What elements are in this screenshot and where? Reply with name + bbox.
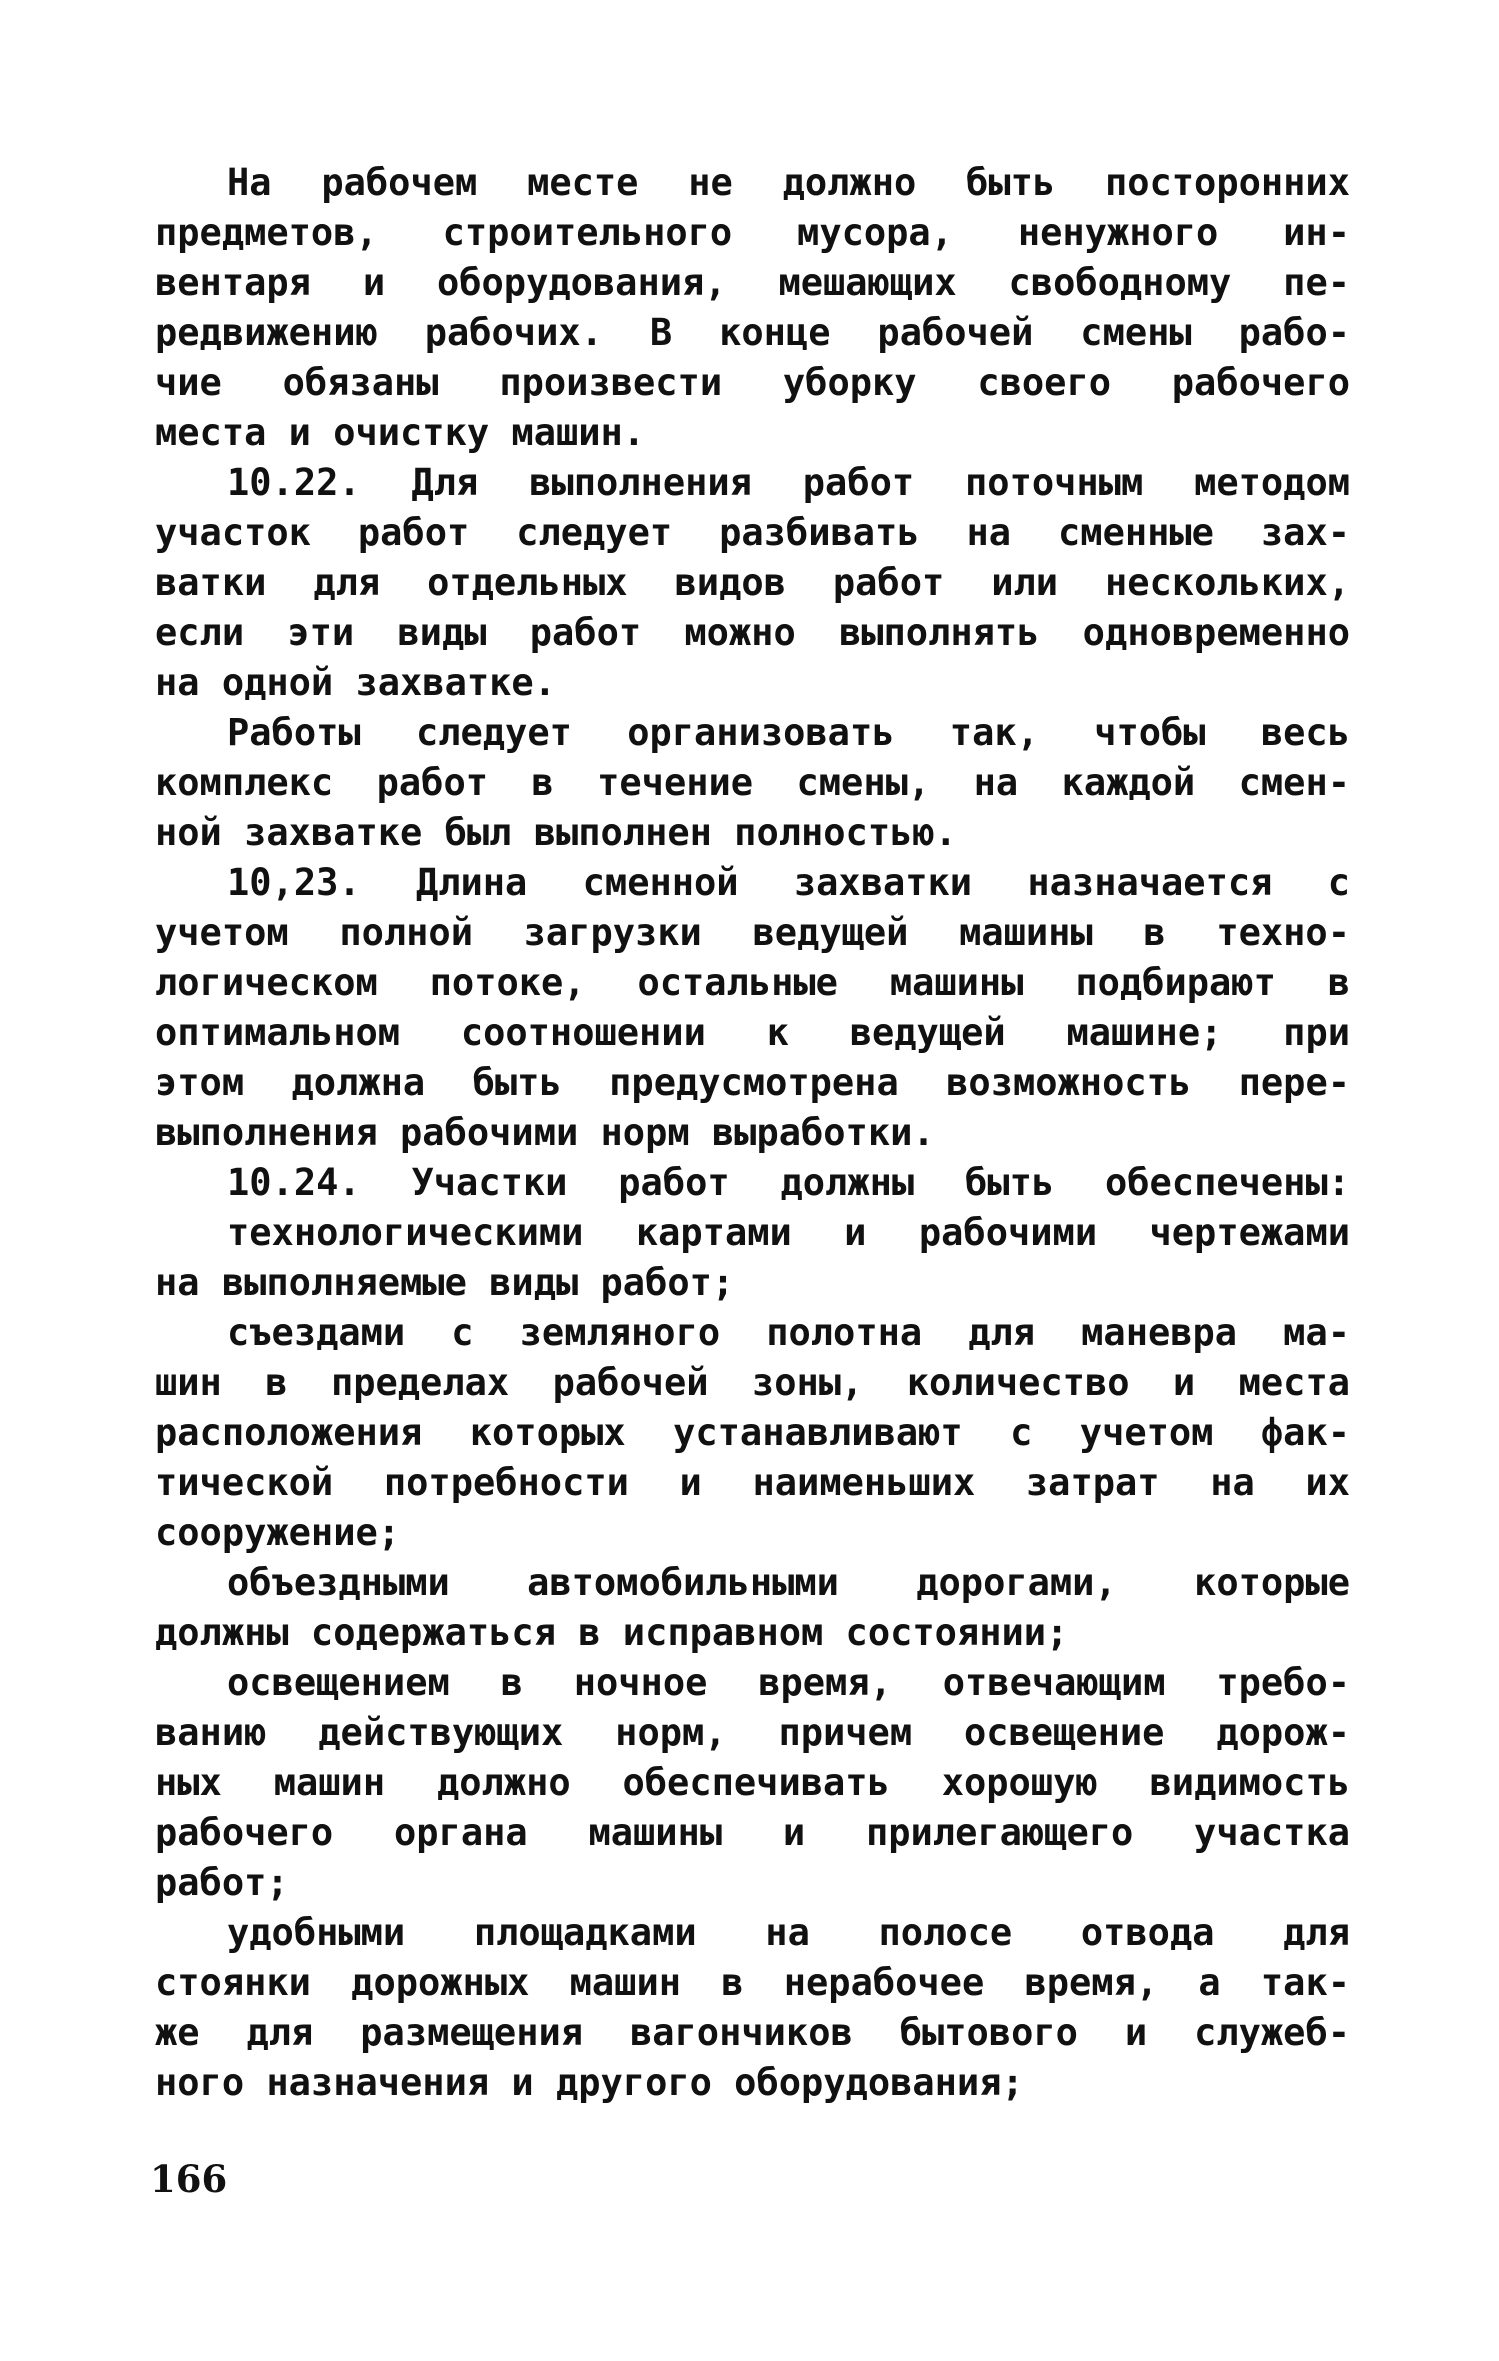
text-line: ных машин должно обеспечивать хорошую видимость (155, 1761, 1350, 1804)
text-line: ной захватке был выполнен полностью. (155, 811, 957, 854)
text-line: съездами с земляного полотна для маневра ма- (227, 1311, 1350, 1354)
text-line: объездными автомобильными дорогами, которые (227, 1561, 1350, 1604)
text-line: 10.22. Для выполнения работ поточным методом (227, 461, 1350, 504)
text-line: оптимальном соотношении к ведущей машине; при (155, 1011, 1350, 1054)
text-line: ного назначения и другого оборудования; (155, 2061, 1024, 2104)
list-item-tech-maps (155, 1208, 1350, 1308)
text-line: места и очистку машин. (155, 411, 646, 454)
paragraph-10-22 (155, 458, 1350, 708)
text-line: шин в пределах рабочей зоны, количество и места (155, 1361, 1350, 1404)
text-line: логическом потоке, остальные машины подбирают в (155, 961, 1350, 1004)
text-line: выполнения рабочими норм выработки. (155, 1111, 935, 1154)
text-line: Работы следует организовать так, чтобы весь (227, 711, 1350, 754)
list-item-lighting (155, 1658, 1350, 1908)
text-line: 10.24. Участки работ должны быть обеспечены: (227, 1161, 1350, 1204)
paragraph-organize (155, 708, 1350, 858)
list-item-parking (155, 1908, 1350, 2108)
text-line: на выполняемые виды работ; (155, 1261, 735, 1304)
list-item-exits (155, 1308, 1350, 1558)
paragraph-workplace (155, 158, 1350, 458)
text-line: удобными площадками на полосе отвода для (227, 1911, 1350, 1954)
text-line: 10,23. Длина сменной захватки назначается с (227, 861, 1350, 904)
text-line: рабочего органа машины и прилегающего участка (155, 1811, 1350, 1854)
text-line: редвижению рабочих. В конце рабочей смены рабо- (155, 311, 1350, 354)
text-line: если эти виды работ можно выполнять одновременно (155, 611, 1350, 654)
list-item-detours (155, 1558, 1350, 1658)
text-line: технологическими картами и рабочими чертежами (227, 1211, 1350, 1254)
text-line: чие обязаны произвести уборку своего рабочего (155, 361, 1350, 404)
text-line: На рабочем месте не должно быть посторонних (227, 161, 1350, 204)
text-line: учетом полной загрузки ведущей машины в техно- (155, 911, 1350, 954)
text-line: расположения которых устанавливают с учетом фак- (155, 1411, 1350, 1454)
text-line: ванию действующих норм, причем освещение дорож- (155, 1711, 1350, 1754)
paragraph-10-23 (155, 858, 1350, 1158)
text-line: сооружение; (155, 1511, 401, 1554)
text-line: комплекс работ в течение смены, на каждой смен- (155, 761, 1350, 804)
text-line: же для размещения вагончиков бытового и служеб- (155, 2011, 1350, 2054)
text-line: предметов, строительного мусора, ненужного ин- (155, 211, 1350, 254)
text-line: освещением в ночное время, отвечающим требо- (227, 1661, 1350, 1704)
text-line: на одной захватке. (155, 661, 556, 704)
text-line: стоянки дорожных машин в нерабочее время, а так- (155, 1961, 1350, 2004)
text-line: должны содержаться в исправном состоянии; (155, 1611, 1069, 1654)
body-text (155, 158, 1350, 2108)
text-line: этом должна быть предусмотрена возможность пере- (155, 1061, 1350, 1104)
text-line: вентаря и оборудования, мешающих свободному пе- (155, 261, 1350, 304)
text-line: работ; (155, 1861, 289, 1904)
paragraph-10-24 (155, 1158, 1350, 1208)
text-line: ватки для отдельных видов работ или нескольких, (155, 561, 1350, 604)
text-line: тической потребности и наименьших затрат на их (155, 1461, 1350, 1504)
page-number: 166 (150, 2157, 228, 2201)
text-line: участок работ следует разбивать на сменные зах- (155, 511, 1350, 554)
